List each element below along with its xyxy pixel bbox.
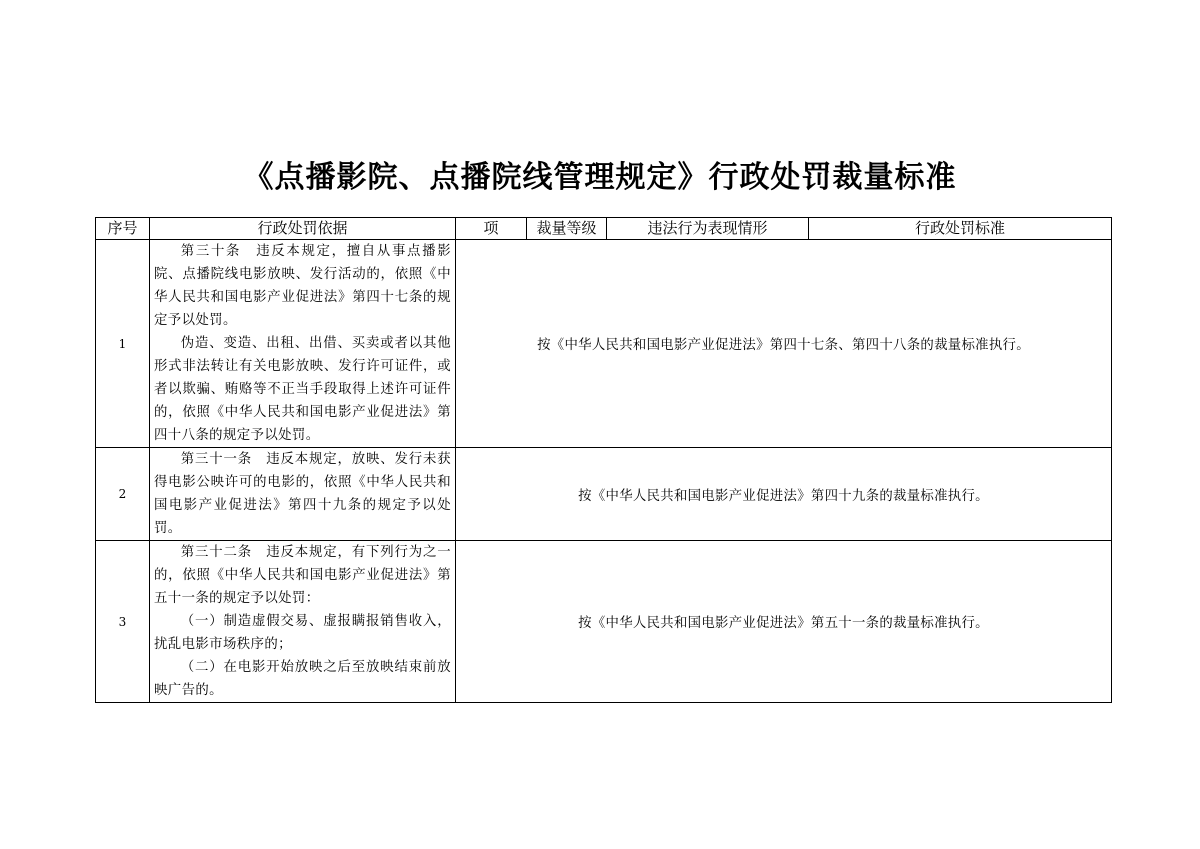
penalty-standard-table [95,217,1112,703]
row-basis [150,541,456,703]
basis-paragraph: 第三十一条 违反本规定，放映、发行未获得电影公映许可的电影的，依照《中华人民共和国电影产业促进法》第四十九条的规定予以处罚。 [154,452,451,536]
row-standard: 按《中华人民共和国电影产业促进法》第五十一条的裁量标准执行。 [456,541,1112,703]
header-item: 项 [456,218,527,240]
header-situation: 违法行为表现情形 [607,218,809,240]
header-standard: 行政处罚标准 [809,218,1112,240]
row-basis [150,448,456,541]
row-basis [150,240,456,448]
table-row [96,448,1112,541]
basis-paragraph: （二）在电影开始放映之后至放映结束前放映广告的。 [154,660,451,698]
header-index: 序号 [96,218,150,240]
basis-paragraph: 第三十二条 违反本规定，有下列行为之一的，依照《中华人民共和国电影产业促进法》第五十一条的规定予以处罚： [154,545,451,606]
header-level: 裁量等级 [527,218,607,240]
basis-paragraph: 第三十条 违反本规定，擅自从事点播影院、点播院线电影放映、发行活动的，依照《中华人民共和国电影产业促进法》第四十七条的规定予以处罚。 [154,244,451,328]
row-index: 3 [96,541,150,703]
table-header-row [96,218,1112,240]
row-standard: 按《中华人民共和国电影产业促进法》第四十七条、第四十八条的裁量标准执行。 [456,240,1112,448]
basis-paragraph: （一）制造虚假交易、虚报瞒报销售收入，扰乱电影市场秩序的； [154,614,451,652]
table-row [96,541,1112,703]
row-index: 2 [96,448,150,541]
basis-paragraph: 伪造、变造、出租、出借、买卖或者以其他形式非法转让有关电影放映、发行许可证件，或者以欺骗、贿赂等不正当手段取得上述许可证件的，依照《中华人民共和国电影产业促进法》第四十八条的规定予以处罚。 [154,336,451,443]
row-standard: 按《中华人民共和国电影产业促进法》第四十九条的裁量标准执行。 [456,448,1112,541]
row-index: 1 [96,240,150,448]
document-title: 《点播影院、点播院线管理规定》行政处罚裁量标准 [243,160,957,195]
header-basis: 行政处罚依据 [150,218,456,240]
table-row [96,240,1112,448]
